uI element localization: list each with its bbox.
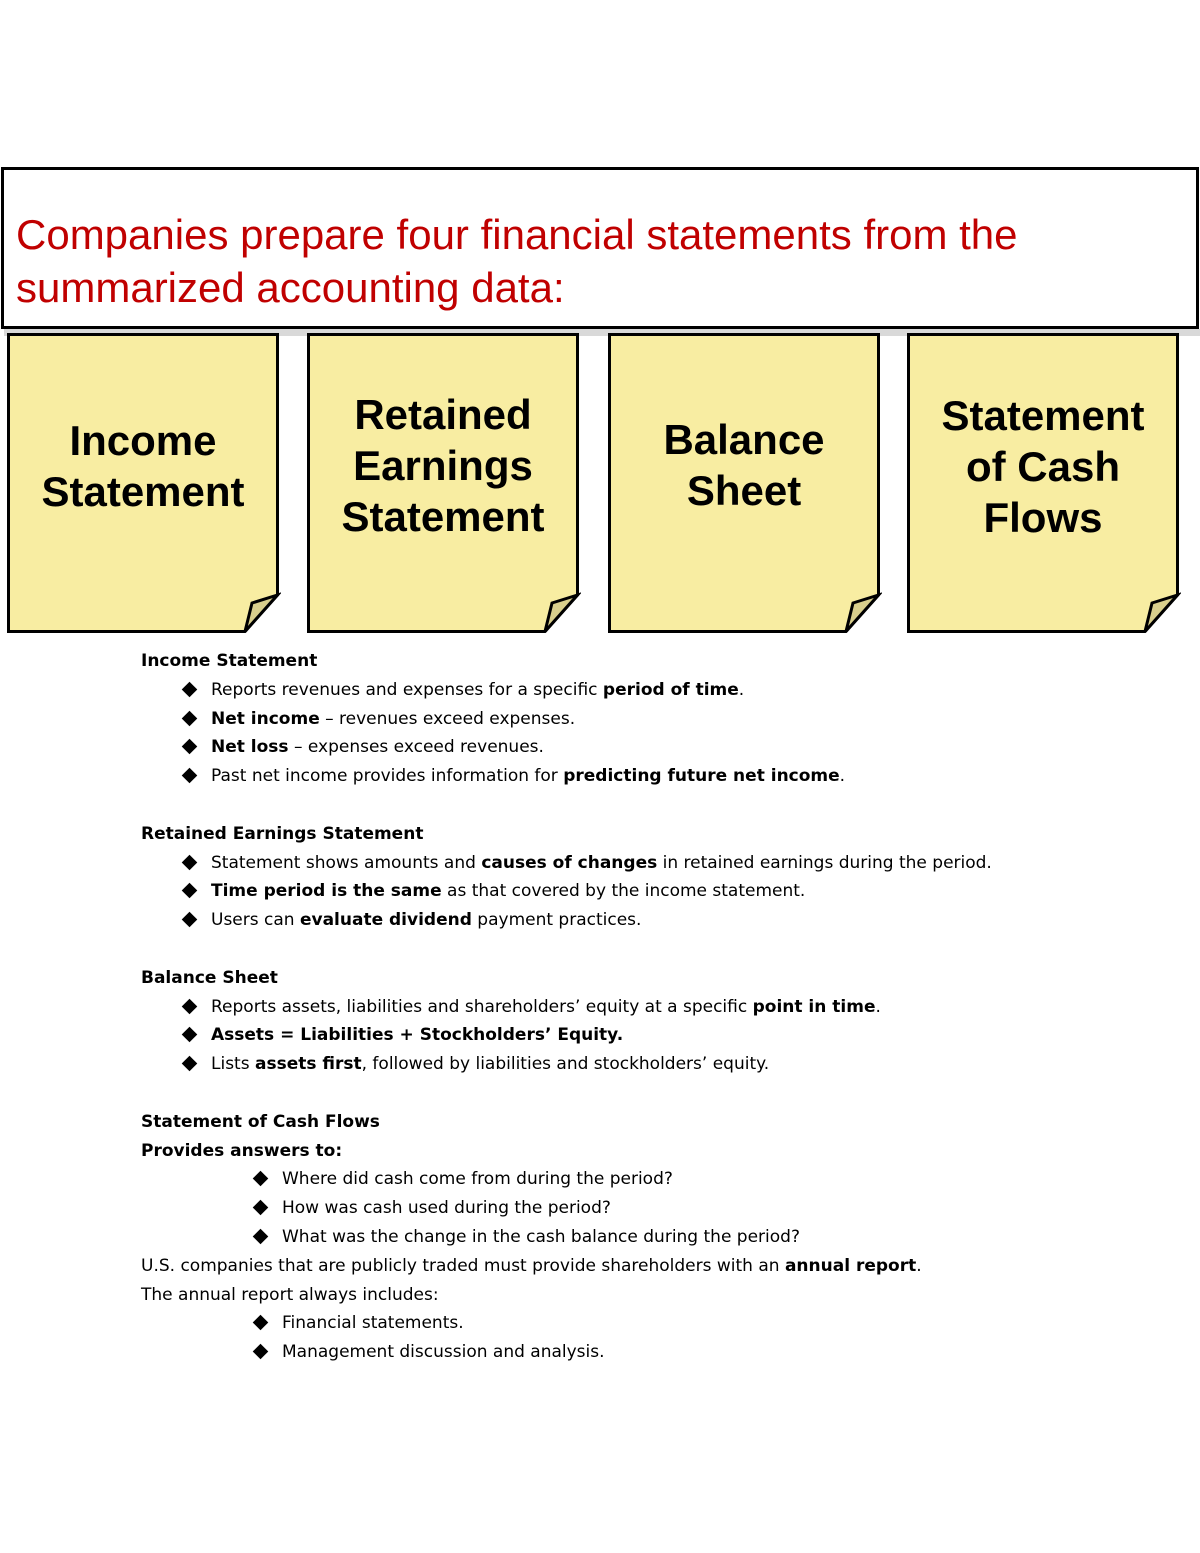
bullet-item: Reports assets, liabilities and shareholders’ equity at a specific point in time. — [211, 993, 1141, 1022]
bullet-list — [141, 993, 1141, 1079]
bullet-item: Statement shows amounts and causes of changes in retained earnings during the period. — [211, 849, 1011, 878]
diamond-bullet-icon — [181, 849, 201, 878]
diamond-bullet-icon — [181, 877, 201, 906]
bullet-item: Users can evaluate dividend payment practices. — [211, 906, 1011, 935]
diamond-bullet-icon — [181, 733, 201, 762]
statement-cards — [0, 333, 1200, 638]
card-label: Retained Earnings Statement — [341, 391, 545, 540]
section-heading: Balance Sheet — [141, 967, 278, 988]
bullet-list — [141, 849, 1011, 935]
diamond-bullet-icon — [181, 1021, 201, 1050]
diamond-bullet-icon — [252, 1338, 272, 1367]
title-box — [1, 167, 1199, 329]
notes-content — [141, 647, 1141, 1367]
card-label: Balance Sheet — [663, 416, 825, 514]
bullet-item: Where did cash come from during the period? — [282, 1165, 1141, 1194]
title-line-1: Companies prepare four financial statements from the — [16, 211, 1018, 258]
diamond-bullet-icon — [181, 993, 201, 1022]
diamond-bullet-icon — [181, 676, 201, 705]
bullet-item: Net income – revenues exceed expenses. — [211, 705, 1141, 734]
bullet-item: Assets = Liabilities + Stockholders’ Equity. — [211, 1021, 1141, 1050]
bullet-list — [141, 676, 1141, 791]
section-cash-flows — [141, 1108, 1141, 1367]
bullet-item: Net loss – expenses exceed revenues. — [211, 733, 1141, 762]
diamond-bullet-icon — [181, 762, 201, 791]
bullet-item: Lists assets first, followed by liabilities and stockholders’ equity. — [211, 1050, 1141, 1079]
bullet-item: Past net income provides information for predicting future net income. — [211, 762, 1141, 791]
diamond-bullet-icon — [252, 1165, 272, 1194]
bullet-list — [141, 1309, 1141, 1367]
section-heading: Income Statement — [141, 651, 318, 671]
section-balance-sheet — [141, 964, 1141, 1079]
section-heading: Statement of Cash Flows — [141, 1111, 380, 1132]
diamond-bullet-icon — [252, 1309, 272, 1338]
section-retained-earnings — [141, 820, 1141, 935]
section-subheading: Provides answers to: — [141, 1140, 343, 1161]
page-title — [16, 208, 1176, 314]
bullet-item: How was cash used during the period? — [282, 1194, 1141, 1223]
diamond-bullet-icon — [181, 906, 201, 935]
card-label: Statement of Cash Flows — [941, 392, 1145, 541]
bullet-item: What was the change in the cash balance during the period? — [282, 1223, 1141, 1252]
diamond-bullet-icon — [252, 1223, 272, 1252]
section-heading: Retained Earnings Statement — [141, 823, 424, 844]
diamond-bullet-icon — [181, 1050, 201, 1079]
bullet-list — [141, 1165, 1141, 1251]
diamond-bullet-icon — [181, 705, 201, 734]
section-income-statement — [141, 647, 1141, 791]
bullet-item: Financial statements. — [282, 1309, 1141, 1338]
card-income-statement — [7, 333, 279, 633]
card-retained-earnings-statement — [307, 333, 579, 633]
title-line-2: summarized accounting data: — [16, 264, 565, 311]
annual-report-note: U.S. companies that are publicly traded must provide shareholders with an annual report. — [141, 1255, 922, 1276]
diamond-bullet-icon — [252, 1194, 272, 1223]
card-balance-sheet — [608, 333, 880, 633]
bullet-item: Reports revenues and expenses for a specific period of time. — [211, 676, 1141, 705]
card-label: Income Statement — [41, 417, 245, 515]
annual-report-includes: The annual report always includes: — [141, 1284, 439, 1305]
bullet-item: Time period is the same as that covered by the income statement. — [211, 877, 1011, 906]
card-statement-of-cash-flows — [907, 333, 1179, 633]
bullet-item: Management discussion and analysis. — [282, 1338, 1141, 1367]
